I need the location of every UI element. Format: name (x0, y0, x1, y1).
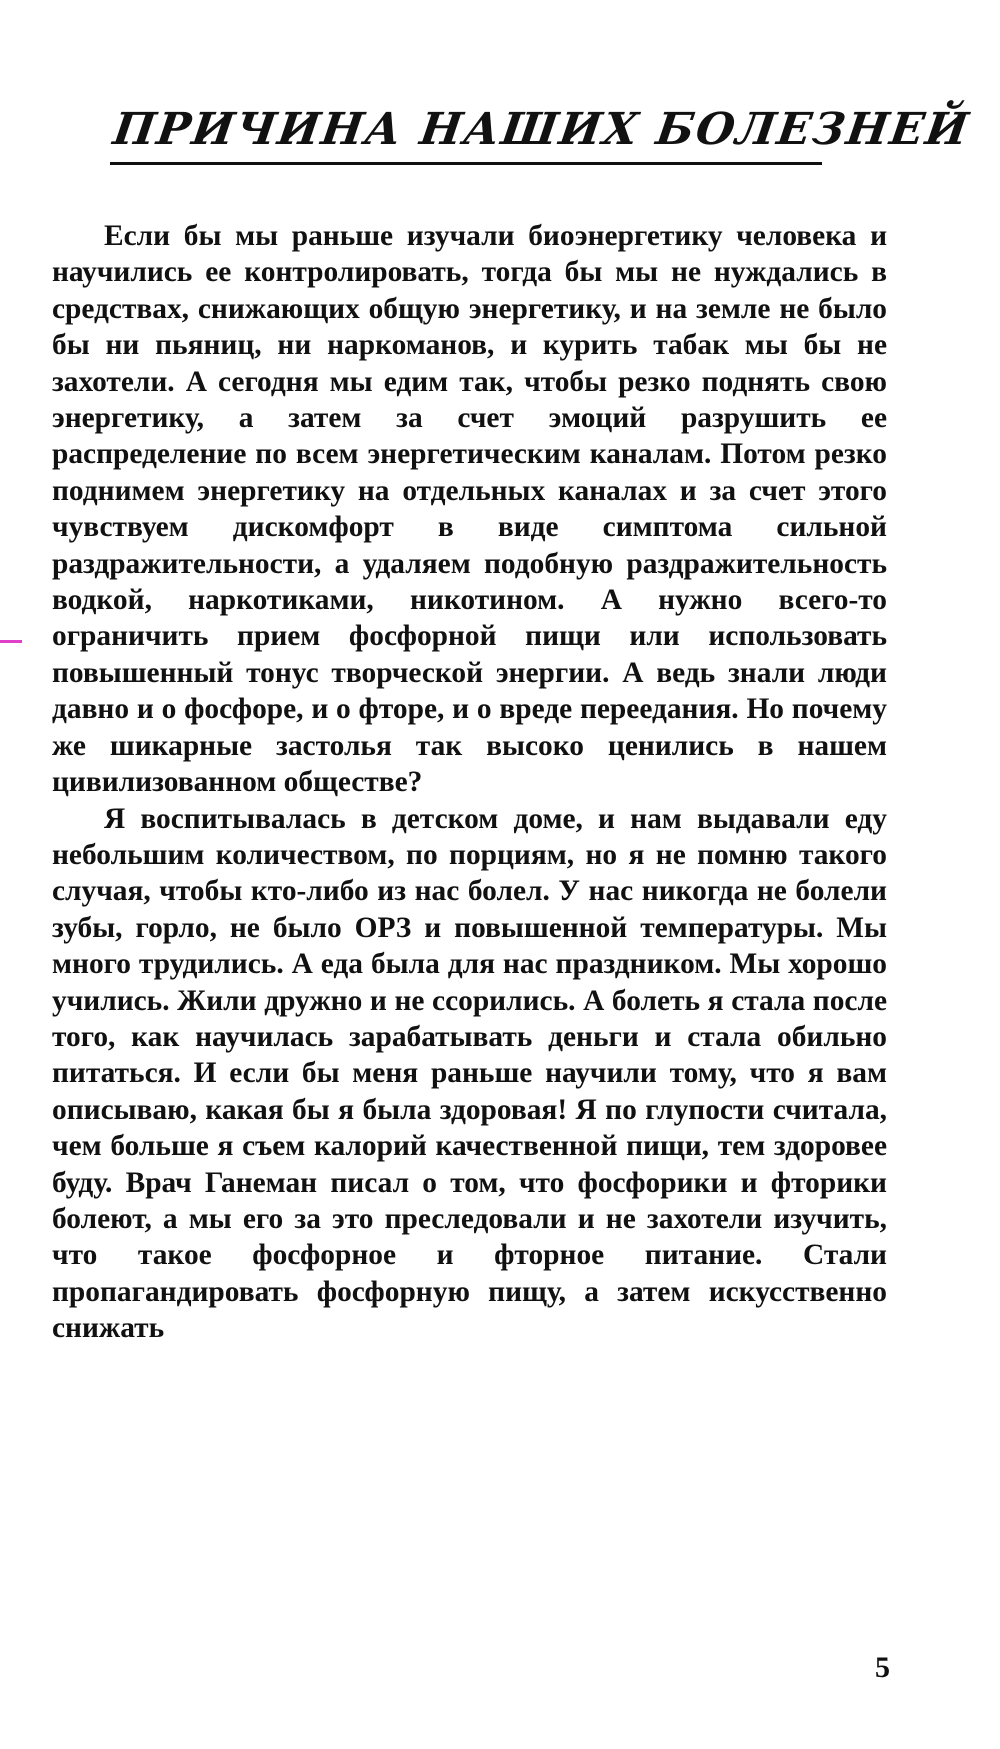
paragraph-2: Я воспитывалась в детском доме, и нам выдавали еду небольшим количеством, по порциям, но я не помню такого случая, чтобы кто-либо из нас болел. У нас никогда не болели зубы, горло, не было ОРЗ и повышенной температуры. Мы много трудились. А еда была для нас праздником. Мы хорошо учились. Жили дружно и не ссорились. А болеть я стала после того, как научилась зарабатывать деньги и стала обильно питаться. И если бы меня раньше научили тому, что я вам описываю, какая бы я была здоровая! Я по глупости считала, чем больше я съем калорий качественной пищи, тем здоровее буду. Врач Ганеман писал о том, что фосфорики и фторики болеют, а мы его за это преследовали и не захотели изучить, что такое фосфорное и фторное питание. Стали пропагандировать фосфорную пищу, а затем искусственно снижать (52, 802, 887, 1345)
chapter-heading (110, 104, 974, 156)
body-text (52, 218, 887, 1347)
margin-mark (0, 640, 22, 643)
title-underline (110, 162, 822, 165)
chapter-title: ПРИЧИНА НАШИХ БОЛЕЗНЕЙ (110, 104, 974, 155)
page-number: 5 (875, 1651, 890, 1684)
paragraph-1: Если бы мы раньше изучали биоэнергетику человека и научились ее контролировать, тогда бы мы не нуждались в средствах, снижающих общую энергетику, и на земле не было бы ни пьяниц, ни наркоманов, и курить табак мы бы не захотели. А сегодня мы едим так, чтобы резко поднять свою энергетику, а затем за счет эмоций разрушить ее распределение по всем энергетическим каналам. Потом резко поднимем энергетику на отдельных каналах и за счет этого чувствуем дискомфорт в виде симптома сильной раздражительности, а удаляем подобную раздражительность водкой, наркотиками, никотином. А нужно всего-то ограничить прием фосфорной пищи или использовать повышенный тонус творческой энергии. А ведь знали люди давно и о фосфоре, и о фторе, и о вреде переедания. Но почему же шикарные застолья так высоко ценились в нашем цивилизованном обществе? (52, 220, 887, 799)
